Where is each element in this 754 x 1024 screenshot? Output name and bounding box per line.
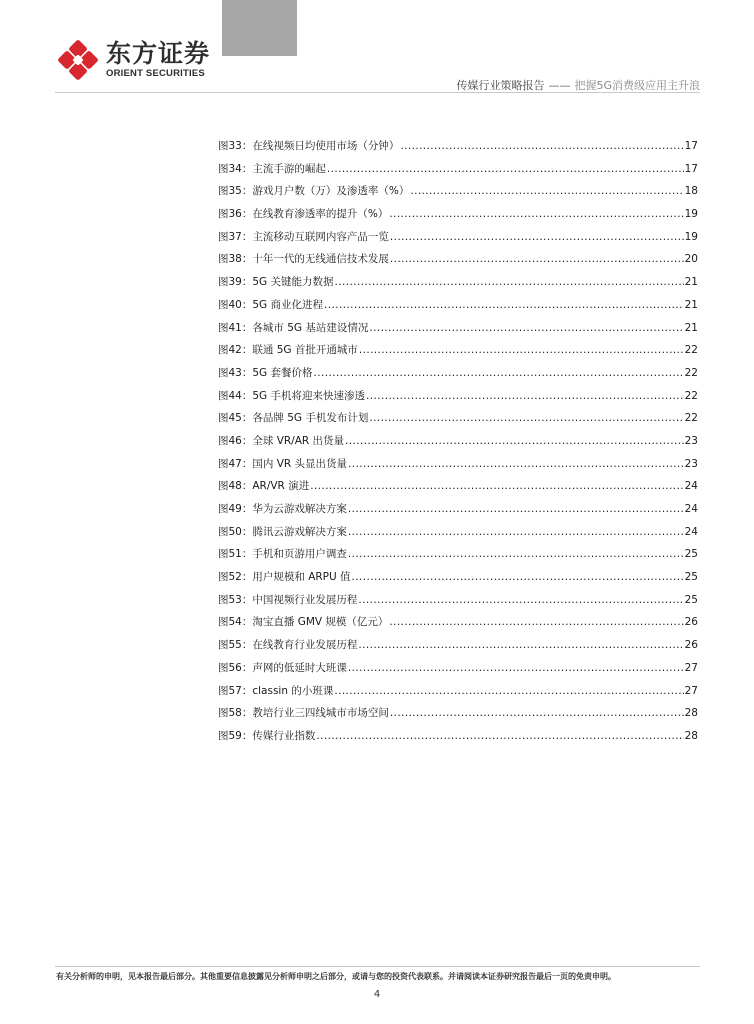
report-header-title — [456, 77, 700, 93]
toc-entry[interactable] — [218, 524, 698, 547]
toc-leader-dots — [389, 208, 683, 220]
toc-leader-dots — [348, 548, 684, 560]
toc-entry-page: 17 — [684, 162, 698, 175]
toc-entry-page: 26 — [684, 616, 698, 629]
toc-entry-page: 24 — [684, 503, 698, 515]
toc-leader-dots — [390, 253, 684, 265]
toc-leader-dots — [358, 594, 683, 606]
toc-entry[interactable] — [218, 456, 698, 479]
footer-divider — [55, 966, 700, 967]
toc-entry-label: 图59：传媒行业指数 — [218, 729, 316, 742]
toc-entry[interactable] — [218, 728, 698, 751]
toc-entry[interactable] — [218, 183, 698, 206]
toc-entry-label: 图51：手机和页游用户调查 — [218, 548, 347, 561]
toc-leader-dots — [335, 276, 684, 288]
toc-entry-label: 图33：在线视频日均使用市场（分钟） — [218, 140, 400, 152]
logo-english-name: ORIENT SECURITIES — [106, 68, 205, 79]
toc-entry-label: 图48：AR/VR 演进 — [218, 480, 310, 493]
header-gray-block — [222, 0, 297, 56]
toc-entry-label: 图35：游戏月户数（万）及渗透率（%） — [218, 185, 410, 198]
toc-entry-label: 图39：5G 关键能力数据 — [218, 276, 334, 289]
toc-entry[interactable] — [218, 501, 698, 524]
toc-entry-label: 图36：在线教育渗透率的提升（%） — [218, 208, 389, 221]
toc-leader-dots — [359, 344, 684, 356]
toc-entry-page: 21 — [684, 276, 698, 289]
company-logo — [56, 38, 210, 82]
toc-entry[interactable] — [218, 478, 698, 501]
page-number: 4 — [373, 989, 381, 1000]
toc-leader-dots — [400, 140, 683, 152]
report-subtitle: 把握5G消费级应用主升浪 — [574, 79, 700, 92]
toc-entry[interactable] — [218, 410, 698, 433]
toc-entry[interactable] — [218, 569, 698, 592]
toc-entry[interactable] — [218, 297, 698, 320]
toc-entry-page: 18 — [684, 185, 698, 198]
toc-entry[interactable] — [218, 320, 698, 343]
toc-entry-label: 图55：在线教育行业发展历程 — [218, 639, 358, 652]
toc-entry-page: 24 — [684, 480, 698, 493]
toc-entry-label: 图53：中国视频行业发展历程 — [218, 593, 358, 606]
toc-leader-dots — [334, 685, 683, 697]
toc-entry[interactable] — [218, 229, 698, 252]
toc-entry-page: 19 — [684, 230, 698, 243]
toc-entry-page: 19 — [684, 208, 698, 221]
toc-leader-dots — [366, 390, 684, 402]
toc-entry[interactable] — [218, 433, 698, 456]
report-type: 传媒行业策略报告 — [456, 79, 545, 92]
toc-entry[interactable] — [218, 660, 698, 683]
toc-leader-dots — [389, 616, 683, 628]
toc-leader-dots — [390, 707, 684, 719]
toc-entry[interactable] — [218, 161, 698, 184]
toc-entry-page: 20 — [684, 253, 698, 266]
toc-entry-label: 图43：5G 套餐价格 — [218, 366, 313, 379]
toc-entry[interactable] — [218, 206, 698, 229]
toc-entry[interactable] — [218, 365, 698, 388]
toc-leader-dots — [310, 480, 683, 492]
footer-disclaimer: 有关分析师的申明，见本报告最后部分。其他重要信息披露见分析师申明之后部分，或请与您的投资代表联系。并请阅读本证券研究报告最后一页的免责申明。 — [56, 972, 616, 981]
toc-entry-page: 26 — [684, 639, 698, 652]
toc-entry-label: 图49：华为云游戏解决方案 — [218, 503, 347, 515]
toc-leader-dots — [314, 367, 684, 379]
toc-entry[interactable] — [218, 138, 698, 161]
toc-leader-dots — [348, 503, 684, 515]
toc-entry-label: 图42：联通 5G 首批开通城市 — [218, 344, 358, 357]
toc-entry[interactable] — [218, 614, 698, 637]
toc-entry[interactable] — [218, 637, 698, 660]
toc-leader-dots — [410, 185, 683, 197]
toc-entry-label: 图45：各品牌 5G 手机发布计划 — [218, 412, 369, 425]
toc-entry-label: 图47：国内 VR 头显出货量 — [218, 457, 348, 470]
toc-entry-label: 图52：用户规模和 ARPU 值 — [218, 571, 351, 584]
toc-leader-dots — [348, 458, 684, 470]
toc-leader-dots — [348, 526, 684, 538]
toc-entry-label: 图46：全球 VR/AR 出货量 — [218, 434, 345, 447]
toc-entry[interactable] — [218, 388, 698, 411]
toc-leader-dots — [327, 163, 684, 175]
toc-leader-dots — [352, 571, 684, 583]
toc-entry-page: 22 — [684, 412, 698, 425]
toc-leader-dots — [369, 322, 683, 334]
toc-leader-dots — [358, 639, 683, 651]
header-separator: —— — [548, 79, 571, 92]
toc-entry-label: 图58：教培行业三四线城市市场空间 — [218, 707, 389, 720]
toc-entry-label: 图57：classin 的小班课 — [218, 684, 334, 697]
toc-entry[interactable] — [218, 592, 698, 615]
toc-entry[interactable] — [218, 342, 698, 365]
toc-entry[interactable] — [218, 274, 698, 297]
toc-entry-label: 图56：声网的低延时大班课 — [218, 661, 347, 674]
toc-entry-page: 21 — [684, 298, 698, 311]
toc-entry-page: 27 — [684, 661, 698, 674]
toc-entry-page: 27 — [684, 684, 698, 697]
toc-entry-page: 24 — [684, 525, 698, 538]
toc-entry-page: 23 — [684, 457, 698, 470]
logo-chinese-name: 东方证券 — [106, 39, 211, 68]
toc-entry-page: 28 — [684, 707, 698, 720]
toc-entry-page: 21 — [684, 321, 698, 334]
toc-entry-page: 22 — [684, 344, 698, 357]
toc-leader-dots — [345, 435, 684, 447]
toc-entry-page: 23 — [684, 434, 698, 447]
toc-leader-dots — [348, 662, 684, 674]
toc-entry-label: 图54：淘宝直播 GMV 规模（亿元） — [218, 616, 389, 629]
header-divider — [55, 92, 700, 93]
toc-entry-page: 25 — [684, 548, 698, 561]
orient-securities-logo-icon — [56, 38, 100, 82]
toc-entry-label: 图44：5G 手机将迎来快速渗透 — [218, 389, 366, 402]
toc-entry-label: 图38：十年一代的无线通信技术发展 — [218, 253, 389, 266]
toc-entry-page: 25 — [684, 593, 698, 606]
toc-leader-dots — [324, 299, 684, 311]
toc-entry[interactable] — [218, 546, 698, 569]
figure-index-list — [218, 138, 698, 751]
toc-entry[interactable] — [218, 251, 698, 274]
toc-entry-label: 图34：主流手游的崛起 — [218, 162, 326, 175]
toc-entry-page: 17 — [684, 140, 698, 152]
toc-entry-page: 25 — [684, 571, 698, 584]
toc-leader-dots — [390, 231, 684, 243]
toc-entry-label: 图50：腾讯云游戏解决方案 — [218, 525, 347, 538]
toc-entry-label: 图40：5G 商业化进程 — [218, 298, 324, 311]
toc-entry[interactable] — [218, 705, 698, 728]
toc-entry-page: 22 — [684, 389, 698, 402]
toc-entry-page: 28 — [684, 729, 698, 742]
toc-leader-dots — [316, 730, 683, 742]
toc-entry-label: 图37：主流移动互联网内容产品一览 — [218, 230, 389, 243]
toc-leader-dots — [369, 412, 683, 424]
toc-entry[interactable] — [218, 683, 698, 706]
toc-entry-label: 图41：各城市 5G 基站建设情况 — [218, 321, 369, 334]
toc-entry-page: 22 — [684, 366, 698, 379]
